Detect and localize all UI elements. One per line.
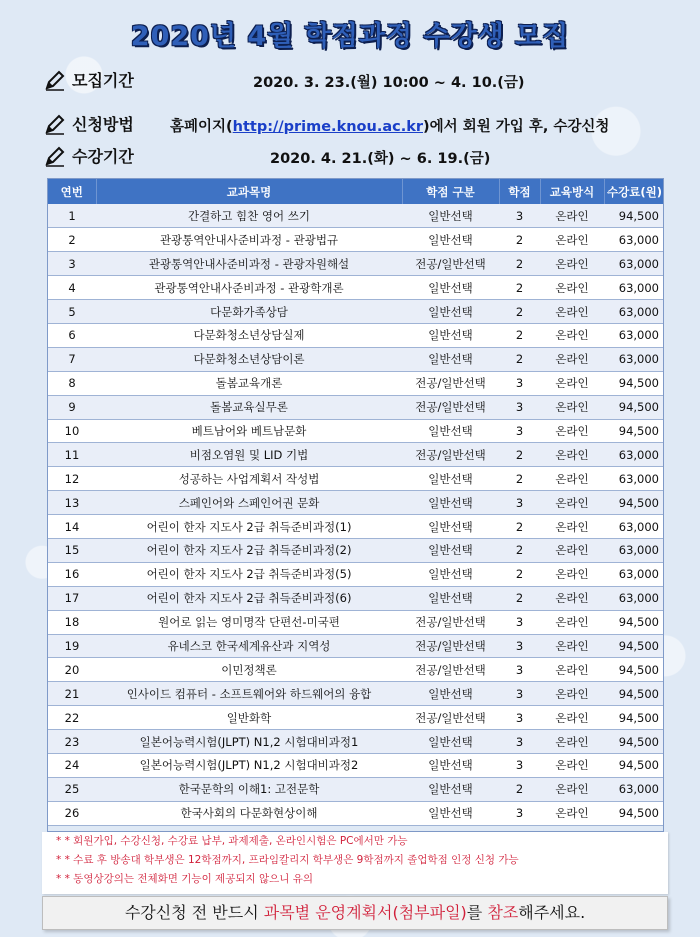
cell-fee: 63,000 <box>604 586 664 610</box>
cell-method: 온라인 <box>540 371 604 395</box>
cell-credit-type: 일반선택 <box>402 538 499 562</box>
cell-credit-type: 일반선택 <box>402 467 499 491</box>
col-header-credit-type: 학점 구분 <box>402 179 499 204</box>
cell-no: 9 <box>48 395 96 419</box>
cell-no: 24 <box>48 753 96 777</box>
table-row <box>48 706 664 730</box>
cell-fee: 63,000 <box>604 276 664 300</box>
cell-fee: 94,500 <box>604 371 664 395</box>
cell-no: 22 <box>48 706 96 730</box>
info-label: 수강기간 <box>72 147 134 166</box>
cell-credit-type: 일반선택 <box>402 515 499 539</box>
table-row <box>48 753 664 777</box>
cell-no: 15 <box>48 538 96 562</box>
table-row <box>48 538 664 562</box>
cell-course-name: 한국사회의 다문화현상이해 <box>96 801 402 825</box>
cell-fee: 94,500 <box>604 419 664 443</box>
course-table <box>47 178 664 832</box>
cell-credits: 3 <box>499 730 540 754</box>
cell-credits: 2 <box>499 228 540 252</box>
cell-credits: 3 <box>499 491 540 515</box>
col-header-no: 연번 <box>48 179 96 204</box>
table-row <box>48 443 664 467</box>
table-row <box>48 395 664 419</box>
cell-method: 온라인 <box>540 610 604 634</box>
cell-course-name: 어린이 한자 지도사 2급 취득준비과정(6) <box>96 586 402 610</box>
info-value: 2020. 4. 21.(화) ~ 6. 19.(금) <box>270 151 491 167</box>
cell-course-name: 비점오염원 및 LID 기법 <box>96 443 402 467</box>
table-header-row <box>48 179 664 204</box>
cell-credits: 2 <box>499 443 540 467</box>
cell-no: 23 <box>48 730 96 754</box>
cell-credit-type: 일반선택 <box>402 347 499 371</box>
cell-fee: 94,500 <box>604 610 664 634</box>
table-row <box>48 323 664 347</box>
homepage-link[interactable]: http://prime.knou.ac.kr <box>232 119 424 135</box>
cell-no: 17 <box>48 586 96 610</box>
cell-credit-type: 일반선택 <box>402 228 499 252</box>
cell-credits: 3 <box>499 706 540 730</box>
info-value-prefix: 홈페이지( <box>170 119 233 135</box>
cell-no: 8 <box>48 371 96 395</box>
cell-credits: 2 <box>499 562 540 586</box>
cell-credits: 2 <box>499 467 540 491</box>
cell-credit-type: 전공/일반선택 <box>402 443 499 467</box>
cell-course-name: 어린이 한자 지도사 2급 취득준비과정(2) <box>96 538 402 562</box>
cell-fee: 94,500 <box>604 682 664 706</box>
cell-method: 온라인 <box>540 228 604 252</box>
cell-fee: 63,000 <box>604 252 664 276</box>
cell-credit-type: 일반선택 <box>402 730 499 754</box>
cell-credit-type: 일반선택 <box>402 323 499 347</box>
cell-method: 온라인 <box>540 323 604 347</box>
footer-text: 를 <box>466 903 488 922</box>
cell-course-name: 관광통역안내사준비과정 - 관광자원해설 <box>96 252 402 276</box>
cell-fee: 94,500 <box>604 801 664 825</box>
cell-course-name: 일반화학 <box>96 706 402 730</box>
cell-method: 온라인 <box>540 491 604 515</box>
cell-course-name: 다문화가족상담 <box>96 300 402 324</box>
cell-credit-type: 전공/일반선택 <box>402 634 499 658</box>
table-row <box>48 347 664 371</box>
cell-course-name: 유네스코 한국세계유산과 지역성 <box>96 634 402 658</box>
cell-credit-type: 일반선택 <box>402 801 499 825</box>
cell-credits: 3 <box>499 801 540 825</box>
cell-method: 온라인 <box>540 395 604 419</box>
cell-course-name: 원어로 읽는 영미명작 단편선-미국편 <box>96 610 402 634</box>
cell-method: 온라인 <box>540 682 604 706</box>
info-row-course-period <box>0 144 700 172</box>
cell-credits: 3 <box>499 753 540 777</box>
table-row <box>48 491 664 515</box>
cell-credit-type: 일반선택 <box>402 777 499 801</box>
table-row <box>48 562 664 586</box>
cell-course-name: 관광통역안내사준비과정 - 관광학개론 <box>96 276 402 300</box>
cell-method: 온라인 <box>540 252 604 276</box>
cell-fee: 63,000 <box>604 443 664 467</box>
footer-text: 수강신청 전 반드시 <box>124 903 264 922</box>
cell-fee: 94,500 <box>604 491 664 515</box>
cell-course-name: 다문화청소년상담실제 <box>96 323 402 347</box>
cell-method: 온라인 <box>540 730 604 754</box>
cell-course-name: 한국문학의 이해1: 고전문학 <box>96 777 402 801</box>
cell-no: 1 <box>48 204 96 228</box>
note-line: * * 회원가입, 수강신청, 수강료 납부, 과제제출, 온라인시험은 PC에서만 가능 <box>56 835 408 847</box>
footer-notice <box>42 896 668 930</box>
cell-credits: 2 <box>499 252 540 276</box>
cell-fee: 63,000 <box>604 300 664 324</box>
info-value-suffix: )에서 회원 가입 후, 수강신청 <box>423 119 610 135</box>
note-line: * * 수료 후 방송대 학부생은 12학점까지, 프라임칼리지 학부생은 9학점까지 졸업학점 인정 신청 가능 <box>56 854 519 866</box>
pencil-icon <box>44 145 66 167</box>
footer-highlight: 참조 <box>487 903 519 922</box>
cell-course-name: 성공하는 사업계획서 작성법 <box>96 467 402 491</box>
table-row <box>48 634 664 658</box>
table-row <box>48 730 664 754</box>
cell-method: 온라인 <box>540 467 604 491</box>
cell-fee: 63,000 <box>604 323 664 347</box>
cell-fee: 94,500 <box>604 204 664 228</box>
cell-no: 10 <box>48 419 96 443</box>
cell-fee: 63,000 <box>604 538 664 562</box>
cell-no: 26 <box>48 801 96 825</box>
table-row <box>48 658 664 682</box>
cell-method: 온라인 <box>540 276 604 300</box>
footer-highlight: 과목별 운영계획서(첨부파일) <box>263 903 467 922</box>
cell-no: 19 <box>48 634 96 658</box>
page-title: 2020년 4월 학점과정 수강생 모집 <box>130 21 570 52</box>
cell-credits: 3 <box>499 634 540 658</box>
cell-course-name: 베트남어와 베트남문화 <box>96 419 402 443</box>
cell-credit-type: 전공/일반선택 <box>402 395 499 419</box>
cell-credit-type: 일반선택 <box>402 586 499 610</box>
cell-fee: 94,500 <box>604 706 664 730</box>
cell-no: 21 <box>48 682 96 706</box>
cell-credits: 2 <box>499 515 540 539</box>
cell-method: 온라인 <box>540 204 604 228</box>
info-label: 모집기간 <box>72 71 134 90</box>
table-row <box>48 204 664 228</box>
cell-fee: 63,000 <box>604 228 664 252</box>
cell-course-name: 어린이 한자 지도사 2급 취득준비과정(1) <box>96 515 402 539</box>
cell-credit-type: 일반선택 <box>402 276 499 300</box>
cell-credit-type: 전공/일반선택 <box>402 252 499 276</box>
cell-fee: 63,000 <box>604 347 664 371</box>
cell-method: 온라인 <box>540 538 604 562</box>
cell-fee: 94,500 <box>604 395 664 419</box>
info-row-apply-method <box>0 112 700 140</box>
cell-method: 온라인 <box>540 777 604 801</box>
cell-credits: 3 <box>499 204 540 228</box>
cell-credits: 3 <box>499 682 540 706</box>
cell-method: 온라인 <box>540 753 604 777</box>
info-value <box>170 115 609 136</box>
table-row <box>48 419 664 443</box>
table-row <box>48 300 664 324</box>
table-row <box>48 467 664 491</box>
cell-no: 5 <box>48 300 96 324</box>
cell-method: 온라인 <box>540 634 604 658</box>
table-row <box>48 276 664 300</box>
cell-method: 온라인 <box>540 586 604 610</box>
pencil-icon <box>44 113 66 135</box>
cell-no: 7 <box>48 347 96 371</box>
table-row <box>48 586 664 610</box>
cell-credit-type: 일반선택 <box>402 491 499 515</box>
table-row <box>48 515 664 539</box>
cell-fee: 63,000 <box>604 562 664 586</box>
cell-no: 6 <box>48 323 96 347</box>
cell-credits: 3 <box>499 395 540 419</box>
cell-course-name: 다문화청소년상담이론 <box>96 347 402 371</box>
table-row <box>48 801 664 825</box>
cell-fee: 63,000 <box>604 515 664 539</box>
cell-credits: 2 <box>499 777 540 801</box>
table-row <box>48 610 664 634</box>
cell-credit-type: 일반선택 <box>402 682 499 706</box>
cell-method: 온라인 <box>540 801 604 825</box>
col-header-course: 교과목명 <box>96 179 402 204</box>
cell-credits: 2 <box>499 538 540 562</box>
cell-no: 2 <box>48 228 96 252</box>
cell-course-name: 이민정책론 <box>96 658 402 682</box>
cell-course-name: 일본어능력시험(JLPT) N1,2 시험대비과정1 <box>96 730 402 754</box>
cell-no: 25 <box>48 777 96 801</box>
cell-no: 14 <box>48 515 96 539</box>
cell-credit-type: 전공/일반선택 <box>402 658 499 682</box>
cell-no: 3 <box>48 252 96 276</box>
cell-fee: 94,500 <box>604 730 664 754</box>
cell-fee: 63,000 <box>604 467 664 491</box>
cell-course-name: 어린이 한자 지도사 2급 취득준비과정(5) <box>96 562 402 586</box>
cell-method: 온라인 <box>540 419 604 443</box>
cell-credits: 3 <box>499 610 540 634</box>
cell-no: 16 <box>48 562 96 586</box>
cell-fee: 63,000 <box>604 777 664 801</box>
pencil-icon <box>44 69 66 91</box>
cell-credits: 2 <box>499 347 540 371</box>
cell-credit-type: 일반선택 <box>402 562 499 586</box>
cell-credits: 3 <box>499 658 540 682</box>
cell-fee: 94,500 <box>604 658 664 682</box>
col-header-credits: 학점 <box>499 179 540 204</box>
cell-course-name: 일본어능력시험(JLPT) N1,2 시험대비과정2 <box>96 753 402 777</box>
cell-method: 온라인 <box>540 562 604 586</box>
cell-credit-type: 전공/일반선택 <box>402 610 499 634</box>
footer-text: 해주세요. <box>518 903 586 922</box>
info-label: 신청방법 <box>72 115 134 134</box>
cell-credits: 2 <box>499 276 540 300</box>
info-value: 2020. 3. 23.(월) 10:00 ~ 4. 10.(금) <box>253 75 525 91</box>
cell-no: 4 <box>48 276 96 300</box>
cell-course-name: 인사이드 컴퓨터 - 소프트웨어와 하드웨어의 융합 <box>96 682 402 706</box>
cell-fee: 94,500 <box>604 753 664 777</box>
cell-credit-type: 전공/일반선택 <box>402 371 499 395</box>
table-row <box>48 252 664 276</box>
table-row <box>48 682 664 706</box>
cell-no: 18 <box>48 610 96 634</box>
cell-credits: 2 <box>499 300 540 324</box>
cell-no: 12 <box>48 467 96 491</box>
info-row-recruit-period <box>0 68 700 96</box>
cell-course-name: 돌봄교육실무론 <box>96 395 402 419</box>
cell-credit-type: 일반선택 <box>402 753 499 777</box>
table-row <box>48 228 664 252</box>
cell-credit-type: 일반선택 <box>402 300 499 324</box>
table-row <box>48 777 664 801</box>
cell-method: 온라인 <box>540 300 604 324</box>
table-row <box>48 371 664 395</box>
cell-method: 온라인 <box>540 706 604 730</box>
notes-box <box>42 832 668 894</box>
cell-method: 온라인 <box>540 443 604 467</box>
cell-course-name: 돌봄교육개론 <box>96 371 402 395</box>
cell-credit-type: 일반선택 <box>402 419 499 443</box>
cell-no: 20 <box>48 658 96 682</box>
cell-credits: 2 <box>499 586 540 610</box>
cell-no: 13 <box>48 491 96 515</box>
cell-course-name: 관광통역안내사준비과정 - 관광법규 <box>96 228 402 252</box>
note-line: * * 동영상강의는 전체화면 기능이 제공되지 않으니 유의 <box>56 873 314 885</box>
cell-no: 11 <box>48 443 96 467</box>
col-header-method: 교육방식 <box>540 179 604 204</box>
cell-method: 온라인 <box>540 658 604 682</box>
cell-method: 온라인 <box>540 347 604 371</box>
cell-fee: 94,500 <box>604 634 664 658</box>
cell-credits: 2 <box>499 323 540 347</box>
cell-credit-type: 일반선택 <box>402 204 499 228</box>
cell-credits: 3 <box>499 371 540 395</box>
cell-method: 온라인 <box>540 515 604 539</box>
cell-credit-type: 전공/일반선택 <box>402 706 499 730</box>
cell-course-name: 스페인어와 스페인어권 문화 <box>96 491 402 515</box>
cell-course-name: 간결하고 힘찬 영어 쓰기 <box>96 204 402 228</box>
cell-credits: 3 <box>499 419 540 443</box>
col-header-fee: 수강료(원) <box>604 179 664 204</box>
